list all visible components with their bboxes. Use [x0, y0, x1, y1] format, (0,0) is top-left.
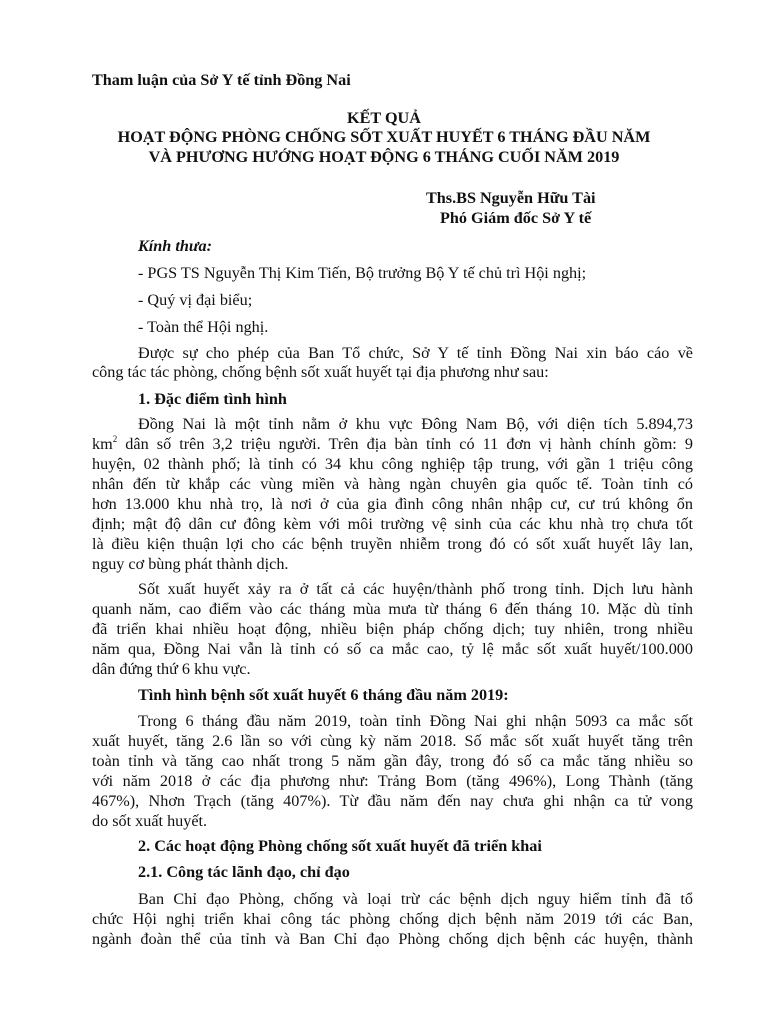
paragraph-line: là điều kiện thuận lợi cho các bệnh truyền nhiễm trong đó có sốt xuất huyết lây lan,: [92, 535, 693, 553]
paragraph-line: hơn 13.000 khu nhà trọ, là nơi ở của gia đình công nhân nhập cư, cư trú không ổn: [92, 495, 693, 513]
section-heading: 2. Các hoạt động Phòng chống sốt xuất huyết đã triển khai: [138, 837, 542, 855]
paragraph-line: quanh năm, cao điểm vào các tháng mùa mưa từ tháng 6 đến tháng 10. Mặc dù tỉnh: [92, 600, 693, 618]
paragraph-line: năm qua, Đồng Nai vẫn là tỉnh có số ca mắc cao, tỷ lệ mắc sốt xuất huyết/100.000: [92, 640, 693, 658]
paragraph-line: đã triển khai nhiều hoạt động, nhiều biện pháp chống dịch; tuy nhiên, trong nhiều: [92, 620, 693, 638]
paragraph-line: nguy cơ bùng phát thành dịch.: [92, 555, 289, 573]
paragraph-line: dân đứng thứ 6 khu vực.: [92, 660, 251, 678]
intro-line: Tham luận của Sở Y tế tỉnh Đồng Nai: [92, 71, 351, 89]
paragraph-line: huyện, 02 thành phố; là tỉnh có 34 khu công nghiệp tập trung, với gần 1 triệu công: [92, 455, 693, 473]
paragraph-line: chức Hội nghị triển khai công tác phòng chống dịch bệnh năm 2019 tới các Ban,: [92, 910, 693, 928]
subsection-heading: Tình hình bệnh sốt xuất huyết 6 tháng đầu năm 2019:: [138, 686, 509, 704]
title-line-1: KẾT QUẢ: [347, 109, 421, 127]
paragraph-line: do sốt xuất huyết.: [92, 812, 208, 830]
title-line-2: HOẠT ĐỘNG PHÒNG CHỐNG SỐT XUẤT HUYẾT 6 THÁNG ĐẦU NĂM: [117, 128, 651, 146]
paragraph-line: Được sự cho phép của Ban Tổ chức, Sở Y tế tỉnh Đồng Nai xin báo cáo về: [138, 344, 693, 362]
paragraph-line: Đồng Nai là một tỉnh nằm ở khu vực Đông Nam Bộ, với diện tích 5.894,73: [138, 415, 693, 433]
paragraph-line: ngành đoàn thể của tỉnh và Ban Chỉ đạo Phòng chống dịch bệnh các huyện, thành: [92, 930, 693, 948]
author-position: Phó Giám đốc Sở Y tế: [440, 209, 592, 227]
paragraph-line: toàn tỉnh và tăng cao nhất trong 5 năm gần đây, trong đó số ca mắc tăng nhiều so: [92, 752, 693, 770]
paragraph-line: công tác tác phòng, chống bệnh sốt xuất huyết tại địa phương như sau:: [92, 363, 549, 381]
section-heading: 1. Đặc điểm tình hình: [138, 390, 287, 408]
paragraph-line: xuất huyết, tăng 2.6 lần so với cùng kỳ năm 2018. Số mắc sốt xuất huyết tăng trên: [92, 732, 693, 750]
greeting-title: Kính thưa:: [138, 237, 213, 255]
paragraph-line: định; mật độ dân cư đông kèm với môi trường vệ sinh của các khu nhà trọ chưa tốt: [92, 515, 693, 533]
paragraph-line: Ban Chỉ đạo Phòng, chống và loại trừ các bệnh dịch nguy hiểm tỉnh đã tổ: [138, 890, 693, 908]
paragraph-line: Sốt xuất huyết xảy ra ở tất cả các huyện/thành phố trong tỉnh. Dịch lưu hành: [138, 580, 693, 598]
paragraph-line: Trong 6 tháng đầu năm 2019, toàn tỉnh Đồng Nai ghi nhận 5093 ca mắc sốt: [138, 712, 693, 730]
paragraph-line: 467%), Nhơn Trạch (tăng 407%). Từ đầu năm đến nay chưa ghi nhận ca tử vong: [92, 792, 693, 810]
paragraph-line: với năm 2018 ở các địa phương như: Trảng Bom (tăng 496%), Long Thành (tăng: [92, 772, 693, 790]
paragraph-line: $km^2$ dân số trên 3,2 triệu người. Trên địa bàn tỉnh có 11 đơn vị hành chính gồm: 9: [92, 433, 693, 453]
subsection-heading: 2.1. Công tác lãnh đạo, chỉ đạo: [138, 863, 350, 881]
paragraph-line: nhân đến từ khắp các vùng miền và hàng ngàn chuyên gia quốc tế. Toàn tỉnh có: [92, 475, 693, 493]
greeting-item: - PGS TS Nguyễn Thị Kim Tiến, Bộ trưởng Bộ Y tế chủ trì Hội nghị;: [138, 264, 587, 282]
greeting-item: - Quý vị đại biểu;: [138, 291, 253, 309]
greeting-item: - Toàn thể Hội nghị.: [138, 318, 269, 336]
title-line-3: VÀ PHƯƠNG HƯỚNG HOẠT ĐỘNG 6 THÁNG CUỐI NĂM 2019: [148, 148, 620, 166]
author-name: Ths.BS Nguyễn Hữu Tài: [426, 189, 596, 207]
